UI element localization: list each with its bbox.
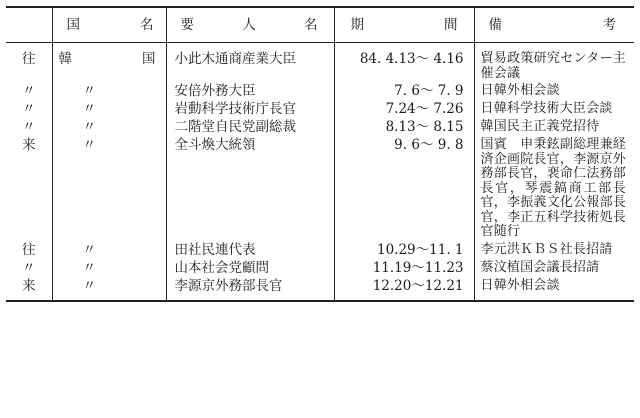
table-row xyxy=(6,43,634,83)
cell-period: 9. 6〜 9. 8 xyxy=(334,136,474,241)
header-direction xyxy=(6,7,52,43)
cell-remarks: 蔡汶植国会議長招請 xyxy=(474,259,634,277)
table-row xyxy=(6,118,634,136)
table-row xyxy=(6,277,634,301)
cell-person: 二階堂自民党副総裁 xyxy=(166,118,334,136)
cell-remarks: 日韓外相会談 xyxy=(474,82,634,100)
cell-remarks: 李元洪ＫＢＳ社長招請 xyxy=(474,241,634,259)
table-row xyxy=(6,82,634,100)
cell-country: 〃 xyxy=(52,82,166,100)
visits-table xyxy=(6,6,634,302)
cell-person: 全斗煥大統領 xyxy=(166,136,334,241)
cell-period: 12.20〜12.21 xyxy=(334,277,474,301)
table-header-row xyxy=(6,7,634,43)
cell-country: 〃 xyxy=(52,136,166,241)
cell-direction: 往 xyxy=(22,51,36,67)
cell-direction: 来 xyxy=(6,277,52,301)
cell-direction: 〃 xyxy=(22,101,36,117)
header-person: 要人名 xyxy=(166,7,334,43)
cell-direction: 〃 xyxy=(22,119,36,135)
cell-person: 山本社会党顧問 xyxy=(166,259,334,277)
table-row xyxy=(6,259,634,277)
cell-person: 李源京外務部長官 xyxy=(166,277,334,301)
cell-country: 〃 xyxy=(52,241,166,259)
cell-period: 8.13〜 8.15 xyxy=(334,118,474,136)
cell-remarks: 国賓 申秉鉉副総理兼経済企画院長官，李源京外務部長官，裵命仁法務部長官，琴震鎬商工部長官，李振義文化公報部長官，李正五科学技術処長官随行 xyxy=(474,136,634,241)
cell-direction: 〃 xyxy=(22,259,36,276)
cell-remarks: 日韓外相会談 xyxy=(474,277,634,301)
cell-remarks: 韓国民主正義党招待 xyxy=(474,118,634,136)
cell-person: 岩動科学技術庁長官 xyxy=(166,100,334,118)
cell-direction: 来 xyxy=(22,137,36,153)
cell-remarks: 貿易政策研究センター主催会議 xyxy=(474,43,634,83)
cell-period: 11.19〜11.23 xyxy=(334,259,474,277)
header-period: 期間 xyxy=(334,7,474,43)
cell-country: 〃 xyxy=(52,259,166,277)
header-country: 国名 xyxy=(52,7,166,43)
cell-direction: 〃 xyxy=(22,83,36,99)
cell-period: 84. 4.13〜 4.16 xyxy=(334,43,474,83)
cell-person: 小此木通商産業大臣 xyxy=(166,43,334,83)
cell-country: 韓国 xyxy=(52,43,166,83)
cell-country: 〃 xyxy=(52,277,166,301)
cell-country: 〃 xyxy=(52,100,166,118)
cell-period: 7.24〜 7.26 xyxy=(334,100,474,118)
cell-person: 田社民連代表 xyxy=(166,241,334,259)
table-row xyxy=(6,136,634,241)
cell-person: 安倍外務大臣 xyxy=(166,82,334,100)
table-row xyxy=(6,100,634,118)
header-remarks: 備考 xyxy=(474,7,634,43)
table-row xyxy=(6,241,634,259)
cell-remarks: 日韓科学技術大臣会談 xyxy=(474,100,634,118)
cell-country: 〃 xyxy=(52,118,166,136)
cell-period: 7. 6〜 7. 9 xyxy=(334,82,474,100)
cell-direction: 往 xyxy=(22,241,36,258)
cell-period: 10.29〜11. 1 xyxy=(334,241,474,259)
